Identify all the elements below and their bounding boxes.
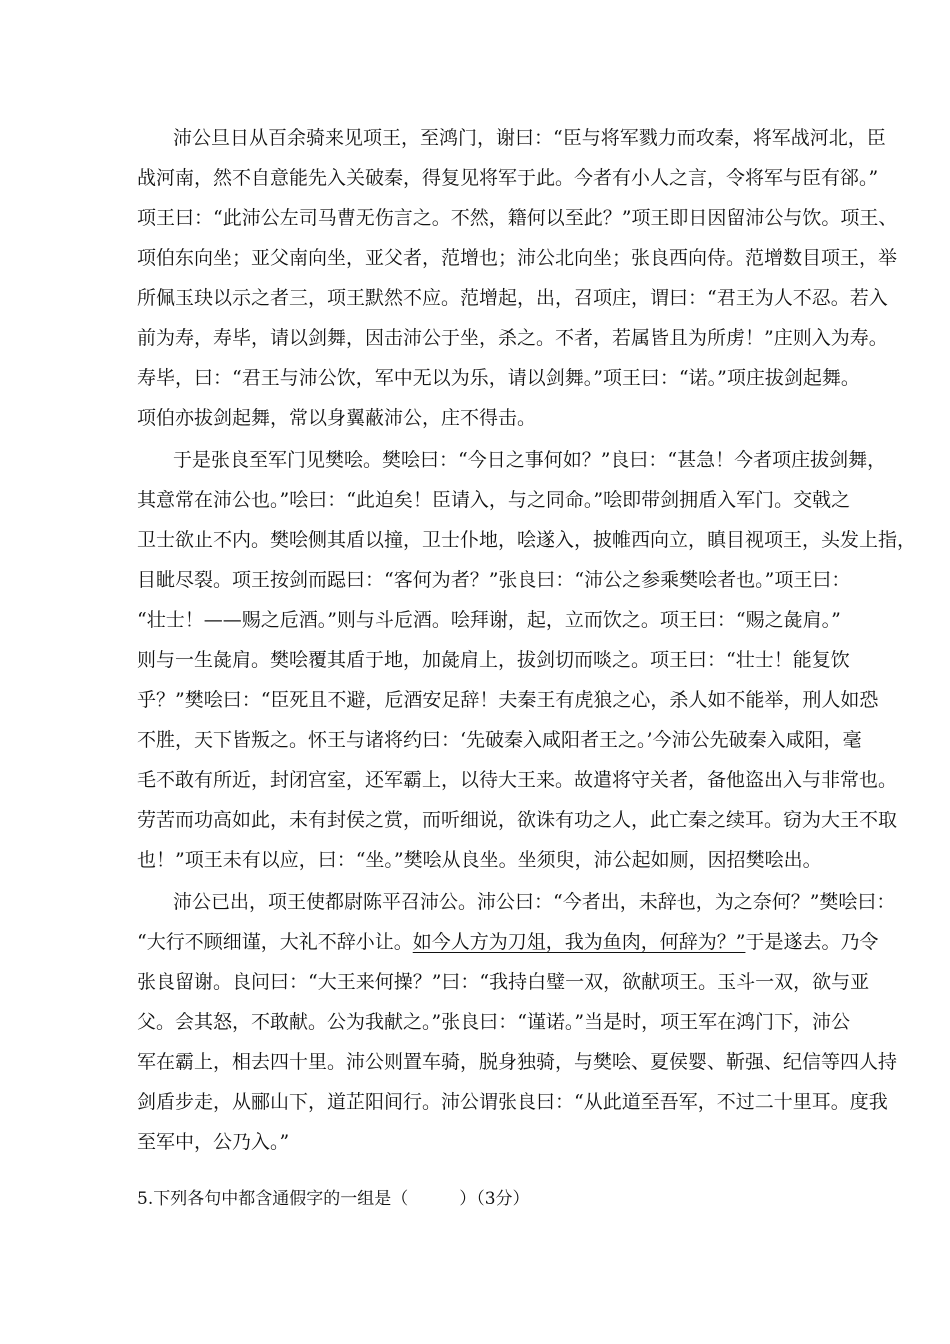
paragraph-2-line-5: “壮士！——赐之卮酒。”则与斗卮酒。哙拜谢，起，立而饮之。项王曰：“赐之彘肩。” <box>137 609 841 631</box>
paragraph-1-line-8: 项伯亦拔剑起舞，常以身翼蔽沛公，庄不得击。 <box>137 407 537 429</box>
paragraph-1-line-7: 寿毕，曰：“君王与沛公饮，军中无以为乐，请以剑舞。”项王曰：“诺。”项庄拔剑起舞。 <box>137 367 860 389</box>
paragraph-3-line-2-start: “大行不顾细谨，大礼不辞小让。 <box>137 931 413 953</box>
paragraph-2-line-11: 也！”项王未有以应，曰：“坐。”樊哙从良坐。坐须臾，沛公起如厕，因招樊哙出。 <box>137 849 822 871</box>
paragraph-3-line-7: 至军中，公乃入。” <box>137 1131 290 1153</box>
paragraph-3-line-2 <box>137 927 879 957</box>
paragraph-3-line-4: 父。会其怒，不敢献。公为我献之。”张良曰：“谨诺。”当是时，项王军在鸿门下，沛公 <box>137 1011 851 1033</box>
paragraph-2-line-3: 卫士欲止不内。樊哙侧其盾以撞，卫士仆地，哙遂入，披帷西向立，瞋目视项王，头发上指， <box>137 529 917 551</box>
paragraph-1-line-4: 项伯东向坐；亚父南向坐，亚父者，范增也；沛公北向坐；张良西向侍。范增数目项王，举 <box>137 247 898 269</box>
paragraph-3-line-5: 军在霸上，相去四十里。沛公则置车骑，脱身独骑，与樊哙、夏侯婴、靳强、纪信等四人持 <box>137 1051 898 1073</box>
paragraph-1-line-6: 前为寿，寿毕，请以剑舞，因击沛公于坐，杀之。不者，若属皆且为所虏！”庄则入为寿。 <box>137 327 888 349</box>
paragraph-2-line-6: 则与一生彘肩。樊哙覆其盾于地，加彘肩上，拔剑切而啖之。项王曰：“壮士！能复饮 <box>137 649 850 671</box>
paragraph-1-line-3: 项王曰：“此沛公左司马曹无伤言之。不然，籍何以至此？”项王即日因留沛公与饮。项王、 <box>137 207 898 229</box>
paragraph-1-line-5: 所佩玉玦以示之者三，项王默然不应。范增起，出，召项庄，谓曰：“君王为人不忍。若入 <box>137 287 888 309</box>
paragraph-3-line-1: 沛公已出，项王使都尉陈平召沛公。沛公曰：“今者出，未辞也，为之奈何？”樊哙曰： <box>173 891 896 913</box>
paragraph-3-line-3: 张良留谢。良问曰：“大王来何操？”曰：“我持白璧一双，欲献项王。玉斗一双，欲与亚 <box>137 971 870 993</box>
question-5: 5.下列各句中都含通假字的一组是（ ）（3分） <box>137 1189 530 1209</box>
paragraph-2-line-4: 目眦尽裂。项王按剑而跽曰：“客何为者？”张良曰：“沛公之参乘樊哙者也。”项王曰： <box>137 569 851 591</box>
paragraph-1-line-2: 战河南，然不自意能先入关破秦，得复见将军于此。今者有小人之言，令将军与臣有郤。” <box>137 167 879 189</box>
paragraph-3-line-6: 剑盾步走，从郦山下，道芷阳间行。沛公谓张良曰：“从此道至吾军，不过二十里耳。度我 <box>137 1091 888 1113</box>
paragraph-2-line-8: 不胜，天下皆叛之。怀王与诸将约曰：‘先破秦入咸阳者王之。’今沛公先破秦入咸阳，毫 <box>137 729 862 751</box>
paragraph-2-line-7: 乎？”樊哙曰：“臣死且不避，卮酒安足辞！夫秦王有虎狼之心，杀人如不能举，刑人如恐 <box>137 689 879 711</box>
paragraph-2-line-1: 于是张良至军门见樊哙。樊哙曰：“今日之事何如？”良曰：“甚急！今者项庄拔剑舞， <box>173 449 887 471</box>
underlined-sentence: 如今人方为刀俎，我为鱼肉，何辞为？” <box>412 931 746 953</box>
paragraph-2-line-2: 其意常在沛公也。”哙曰：“此迫矣！臣请入，与之同命。”哙即带剑拥盾入军门。交戟之 <box>137 489 851 511</box>
paragraph-1-line-1: 沛公旦日从百余骑来见项王，至鸿门，谢曰：“臣与将军戮力而攻秦，将军战河北，臣 <box>173 127 886 149</box>
paragraph-3-line-2-end: 于是遂去。乃令 <box>745 931 879 953</box>
paragraph-2-line-9: 毛不敢有所近，封闭宫室，还军霸上，以待大王来。故遣将守关者，备他盗出入与非常也。 <box>137 769 898 791</box>
paragraph-2-line-10: 劳苦而功高如此，未有封侯之赏，而听细说，欲诛有功之人，此亡秦之续耳。窃为大王不取 <box>137 809 898 831</box>
